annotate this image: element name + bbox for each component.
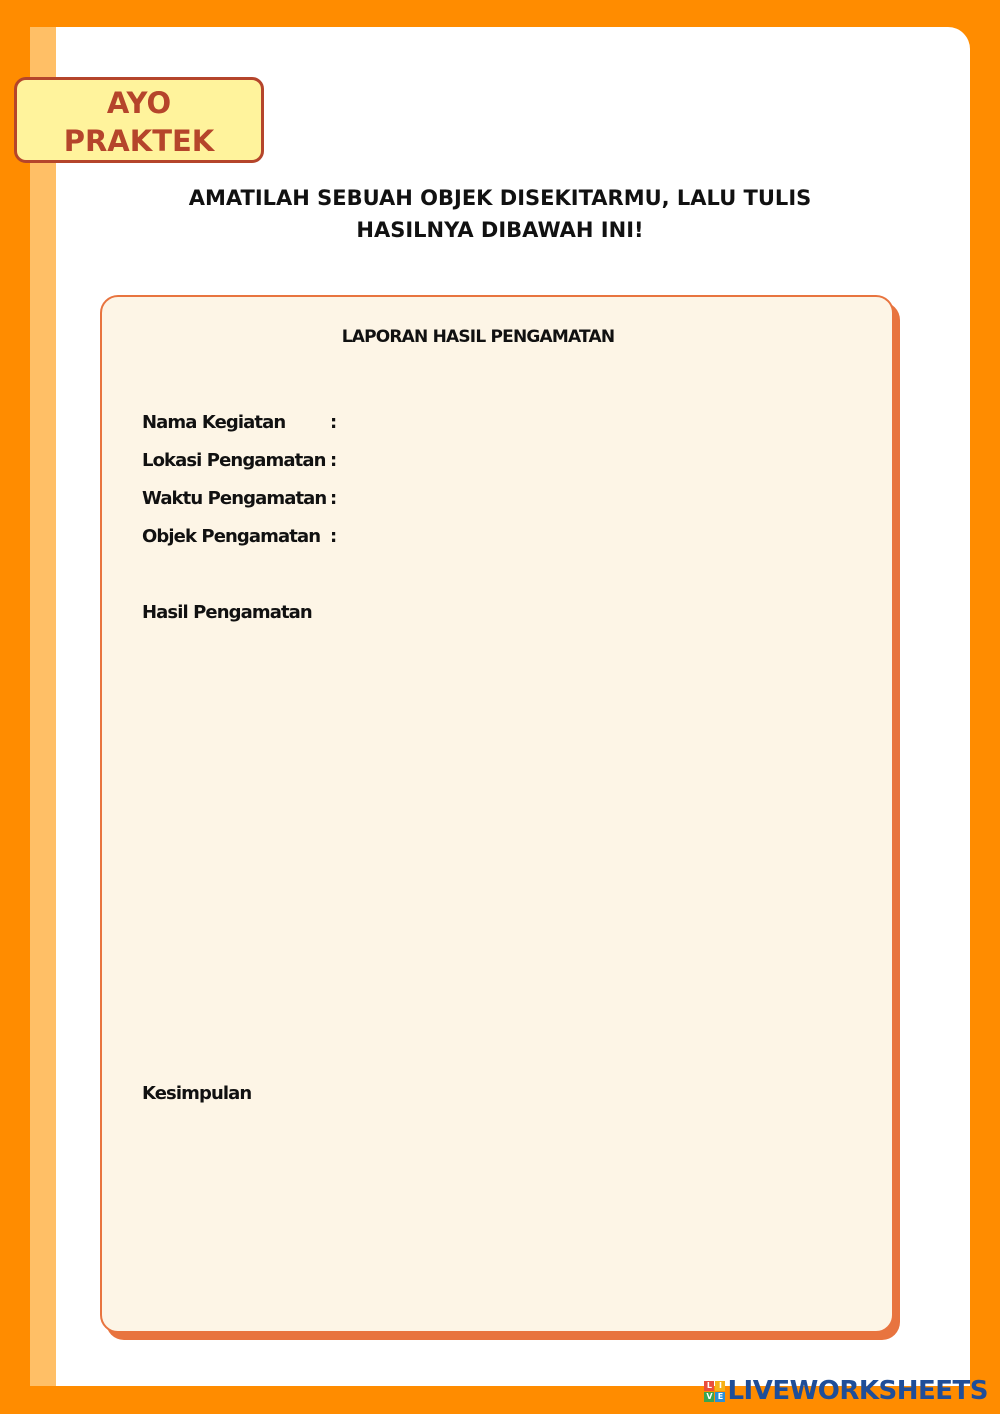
field-label: Objek Pengamatan xyxy=(142,526,321,547)
field-separator: : xyxy=(330,488,337,509)
field-waktu-pengamatan[interactable] xyxy=(142,488,336,509)
conclusion-label: Kesimpulan xyxy=(142,1083,252,1104)
field-separator: : xyxy=(330,450,337,471)
logo-letter: I xyxy=(715,1381,725,1391)
field-separator: : xyxy=(330,412,337,433)
page-side-stripe xyxy=(30,27,56,1386)
badge-line-2: PRAKTEK xyxy=(63,124,215,158)
badge-line-1: AYO xyxy=(106,86,172,120)
field-label: Lokasi Pengamatan xyxy=(142,450,326,471)
instruction-text xyxy=(130,182,870,246)
logo-letter: E xyxy=(715,1392,725,1402)
field-objek-pengamatan[interactable] xyxy=(142,526,336,547)
watermark-text: LIVEWORKSHEETS xyxy=(727,1376,988,1406)
logo-letter: L xyxy=(704,1381,714,1391)
instruction-line-2: HASILNYA DIBAWAH INI! xyxy=(356,218,644,242)
results-label: Hasil Pengamatan xyxy=(142,602,312,623)
report-title: LAPORAN HASIL PENGAMATAN xyxy=(341,327,615,347)
field-lokasi-pengamatan[interactable] xyxy=(142,450,336,471)
field-label: Waktu Pengamatan xyxy=(142,488,327,509)
field-label: Nama Kegiatan xyxy=(142,412,286,433)
liveworksheets-logo-icon xyxy=(704,1381,725,1402)
field-nama-kegiatan[interactable] xyxy=(142,412,336,433)
report-card xyxy=(100,295,894,1333)
liveworksheets-watermark xyxy=(704,1376,988,1406)
logo-letter: V xyxy=(706,1391,713,1401)
section-badge xyxy=(14,77,264,163)
instruction-line-1: AMATILAH SEBUAH OBJEK DISEKITARMU, LALU TULIS xyxy=(188,186,812,210)
field-separator: : xyxy=(330,526,337,547)
